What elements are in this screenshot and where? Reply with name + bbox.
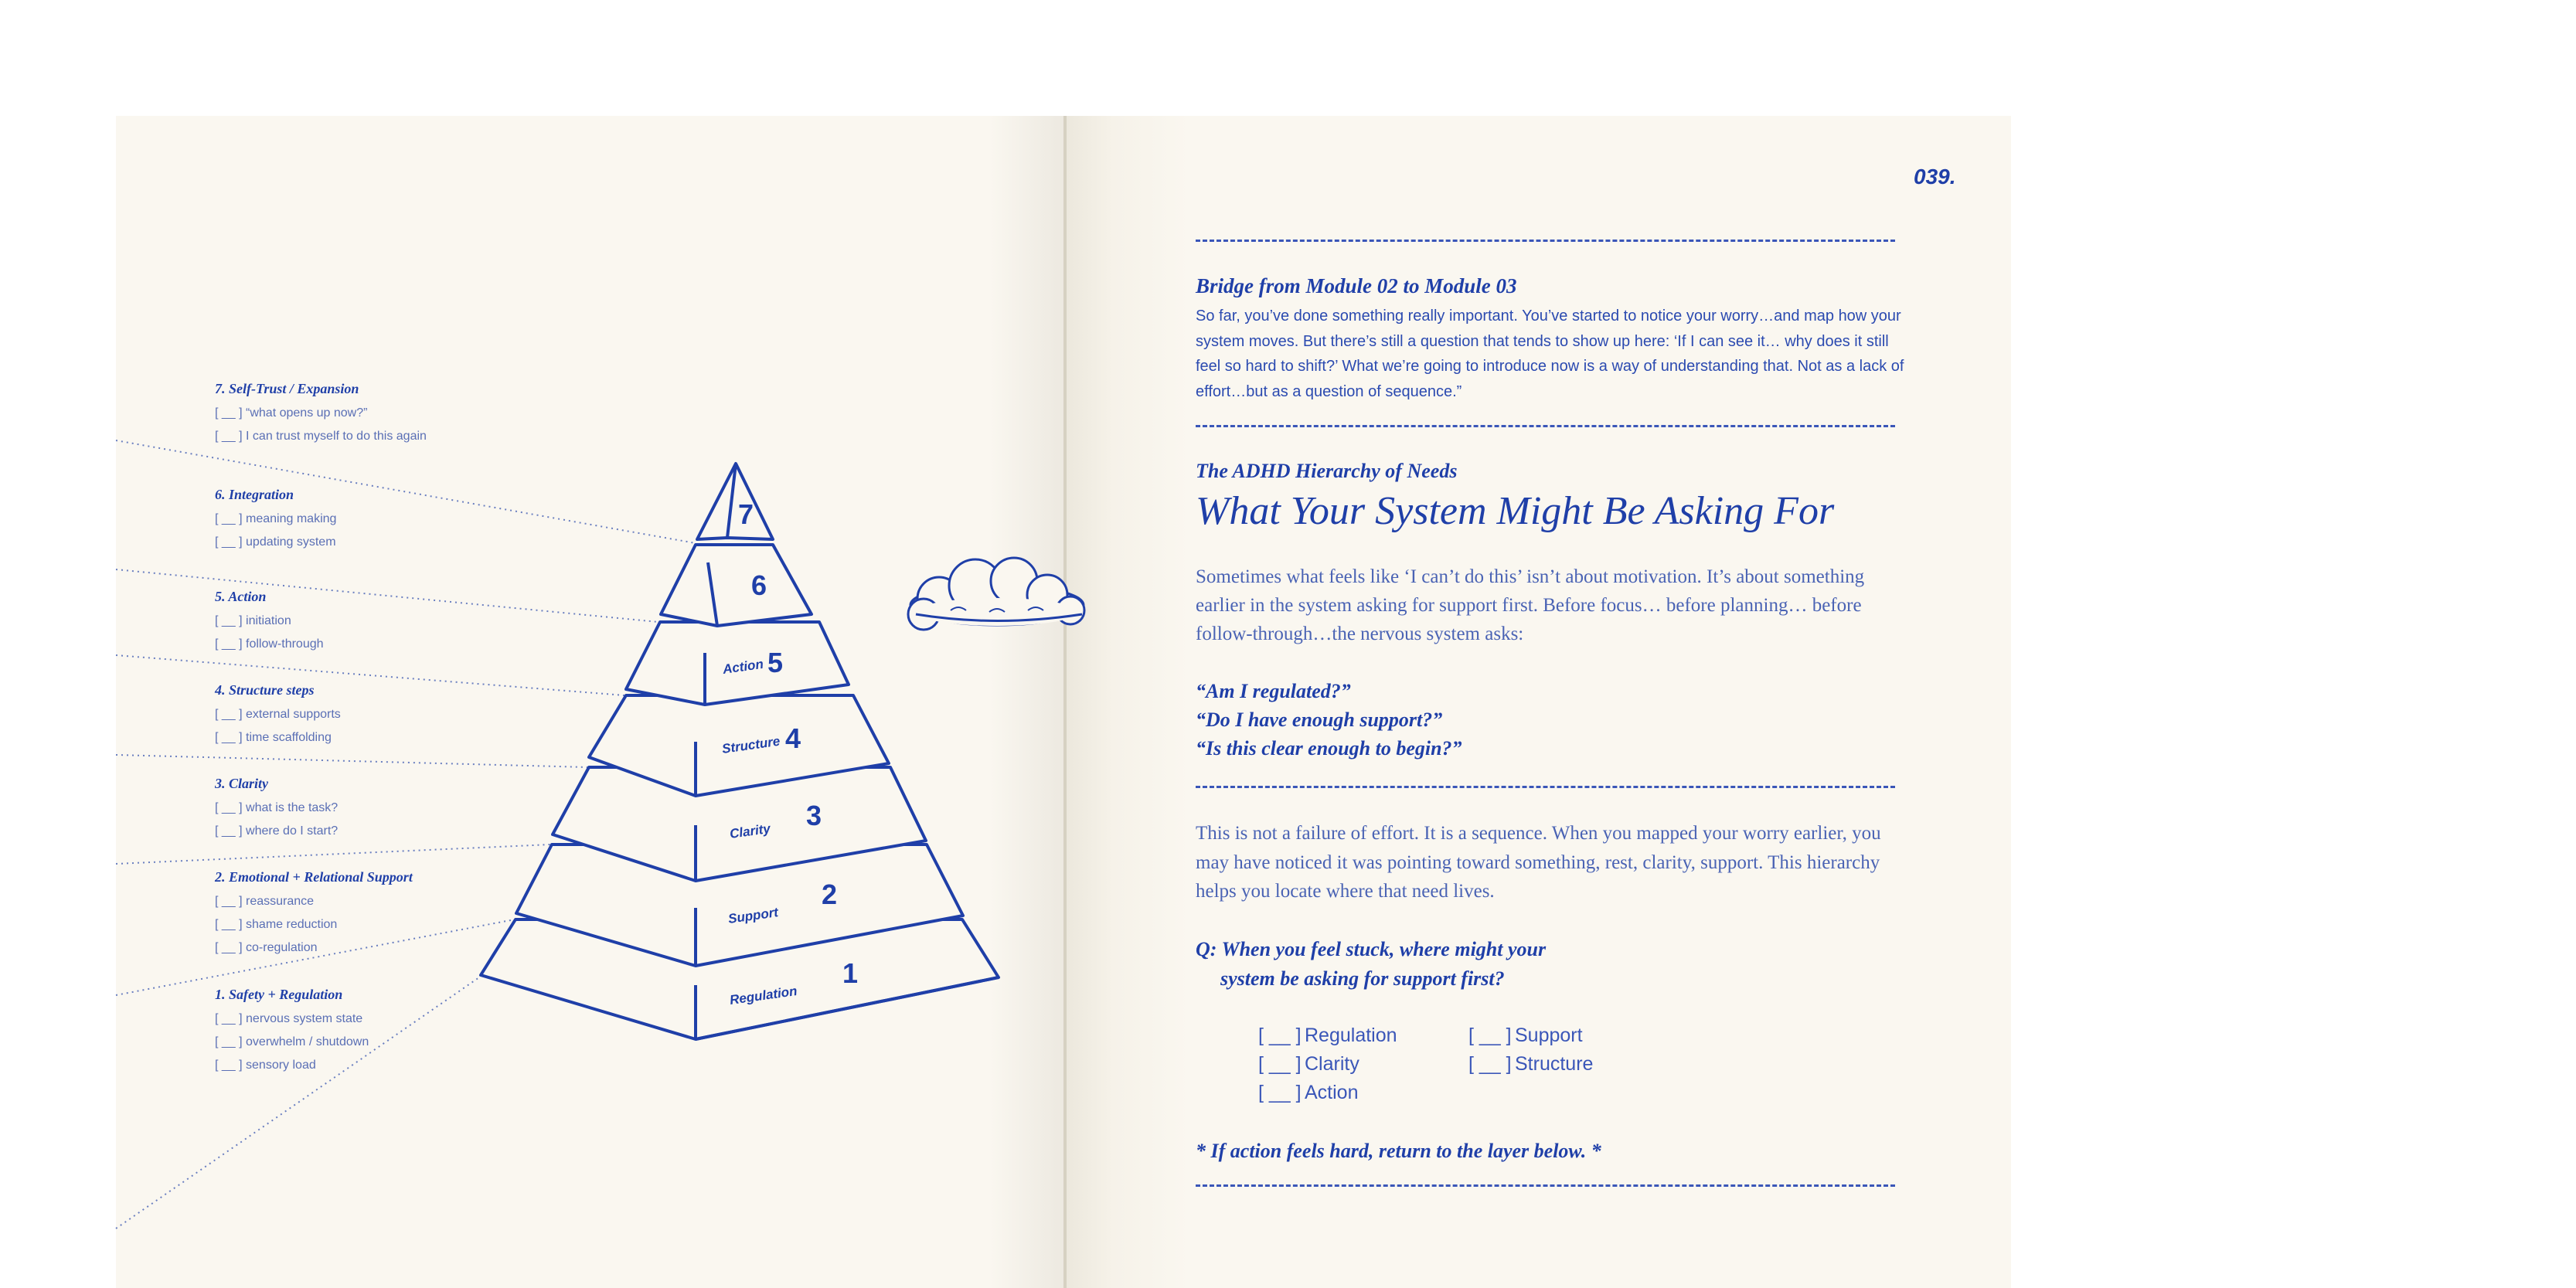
section-subtitle: The ADHD Hierarchy of Needs <box>1196 460 1458 482</box>
cloud-icon <box>908 558 1084 630</box>
legend-checkbox-item[interactable]: [ __ ] reassurance <box>215 895 315 908</box>
option-action[interactable] <box>1258 1082 1358 1104</box>
sequence-paragraph: This is not a failure of effort. It is a sequence. When you mapped your worry earlier, you may have noticed it was pointing toward something, rest, clarity, support. This hierarchy helps you locate where that need lives. <box>1196 823 1881 902</box>
legend-checkbox-item[interactable]: [ __ ] initiation <box>215 614 291 627</box>
legend-title: 2. Emotional + Relational Support <box>215 869 413 885</box>
bridge-body: So far, you’ve done something really important. You’ve started to notice your worry…and map how your system moves. But there’s still a question that tends to show up here: ‘If I can see it… why does it still feel so hard to shift?’ What we’re going to introduce now is a way of understanding that. Not as a lack of effort…but as a question of sequence.” <box>1196 308 1904 400</box>
leader-line-5 <box>116 655 624 695</box>
pyramid-number-4: 4 <box>785 722 801 754</box>
leader-line-4 <box>116 755 587 767</box>
legend-title: 1. Safety + Regulation <box>215 987 343 1002</box>
page-number: 039. <box>1914 165 1956 189</box>
checkbox-icon[interactable]: [ __ ] <box>1258 1082 1302 1103</box>
pyramid-level-7 <box>697 464 773 539</box>
question-line: “Do I have enough support?” <box>1196 709 1443 731</box>
legend-checkbox-item[interactable]: [ __ ] shame reduction <box>215 918 338 931</box>
checkbox-icon[interactable]: [ __ ] <box>1468 1025 1512 1046</box>
reflection-question <box>1196 935 1546 994</box>
leader-line-6 <box>116 569 658 622</box>
legend-checkbox-item[interactable]: [ __ ] updating system <box>215 535 336 549</box>
bridge-title: Bridge from Module 02 to Module 03 <box>1196 274 1517 297</box>
checkbox-icon[interactable]: [ __ ] <box>1468 1053 1512 1075</box>
legend-checkbox-item[interactable]: [ __ ] “what opens up now?” <box>215 406 368 420</box>
page-title: What Your System Might Be Asking For <box>1196 489 1835 533</box>
legend-title: 5. Action <box>215 589 267 604</box>
option-structure[interactable] <box>1468 1053 1593 1076</box>
leader-line-7 <box>116 440 696 543</box>
question-line: “Am I regulated?” <box>1196 680 1351 702</box>
legend-checkbox-item[interactable]: [ __ ] follow-through <box>215 637 324 651</box>
checkbox-icon[interactable]: [ __ ] <box>1258 1053 1302 1075</box>
pyramid-level-5 <box>626 622 849 705</box>
legend-title: 7. Self-Trust / Expansion <box>215 381 359 396</box>
dashed-divider <box>1196 240 1895 242</box>
option-support[interactable] <box>1468 1025 1583 1047</box>
legend-title: 3. Clarity <box>215 776 269 791</box>
pyramid-label-5: Action <box>721 656 764 677</box>
pyramid-number-2: 2 <box>822 878 838 910</box>
legend-group-6 <box>215 487 336 554</box>
legend-title: 6. Integration <box>215 487 294 502</box>
legend-group-7 <box>215 381 427 448</box>
legend-checkbox-item[interactable]: [ __ ] sensory load <box>215 1059 316 1072</box>
dashed-divider <box>1196 425 1895 427</box>
legend-title: 4. Structure steps <box>215 682 315 698</box>
legend-checkbox-item[interactable]: [ __ ] nervous system state <box>215 1012 363 1025</box>
legend-group-3 <box>215 776 338 843</box>
legend-checkbox-item[interactable]: [ __ ] time scaffolding <box>215 731 332 744</box>
pyramid-label-1: Regulation <box>728 983 798 1008</box>
legend-group-1 <box>215 987 369 1077</box>
legend-checkbox-item[interactable]: [ __ ] overwhelm / shutdown <box>215 1035 369 1048</box>
question-text-line-1: Q: When you feel stuck, where might your <box>1196 938 1547 960</box>
intro-paragraph: Sometimes what feels like ‘I can’t do this’ isn’t about motivation. It’s about something earlier in the system asking for support first. Before focus… before planning… before follow-through…the nervous system asks: <box>1196 566 1865 644</box>
legend-group-4 <box>215 682 341 749</box>
checkbox-icon[interactable]: [ __ ] <box>1258 1025 1302 1046</box>
pyramid-level-6 <box>661 545 812 626</box>
pyramid-number-3: 3 <box>806 800 822 831</box>
legend-checkbox-item[interactable]: [ __ ] I can trust myself to do this again <box>215 430 427 443</box>
dashed-divider <box>1196 1184 1895 1187</box>
option-label: Clarity <box>1305 1053 1359 1075</box>
pyramid-number-5: 5 <box>767 647 784 678</box>
legend-group-5 <box>215 589 324 656</box>
option-label: Regulation <box>1305 1025 1397 1046</box>
question-text-line-2: system be asking for support first? <box>1220 967 1505 990</box>
legend-group-2 <box>215 869 413 960</box>
legend-checkbox-item[interactable]: [ __ ] co-regulation <box>215 941 318 954</box>
pyramid-label-2: Support <box>727 905 780 926</box>
dashed-divider <box>1196 786 1895 788</box>
option-label: Structure <box>1515 1053 1594 1075</box>
pyramid-number-7: 7 <box>738 498 754 530</box>
pyramid-label-3: Clarity <box>728 821 771 841</box>
nervous-system-questions <box>1196 677 1462 763</box>
option-label: Support <box>1515 1025 1583 1046</box>
leader-line-3 <box>116 845 550 864</box>
pyramid-number-1: 1 <box>842 957 859 989</box>
option-regulation[interactable] <box>1258 1025 1397 1047</box>
option-label: Action <box>1305 1082 1359 1103</box>
question-line: “Is this clear enough to begin?” <box>1196 737 1462 760</box>
legend-checkbox-item[interactable]: [ __ ] what is the task? <box>215 801 339 814</box>
option-clarity[interactable] <box>1258 1053 1359 1076</box>
legend-checkbox-item[interactable]: [ __ ] where do I start? <box>215 824 339 838</box>
pyramid-label-4: Structure <box>720 733 781 756</box>
footnote: * If action feels hard, return to the layer below. * <box>1196 1140 1601 1162</box>
pyramid-number-6: 6 <box>751 569 767 601</box>
legend-checkbox-item[interactable]: [ __ ] meaning making <box>215 512 337 525</box>
legend-checkbox-item[interactable]: [ __ ] external supports <box>215 708 341 721</box>
